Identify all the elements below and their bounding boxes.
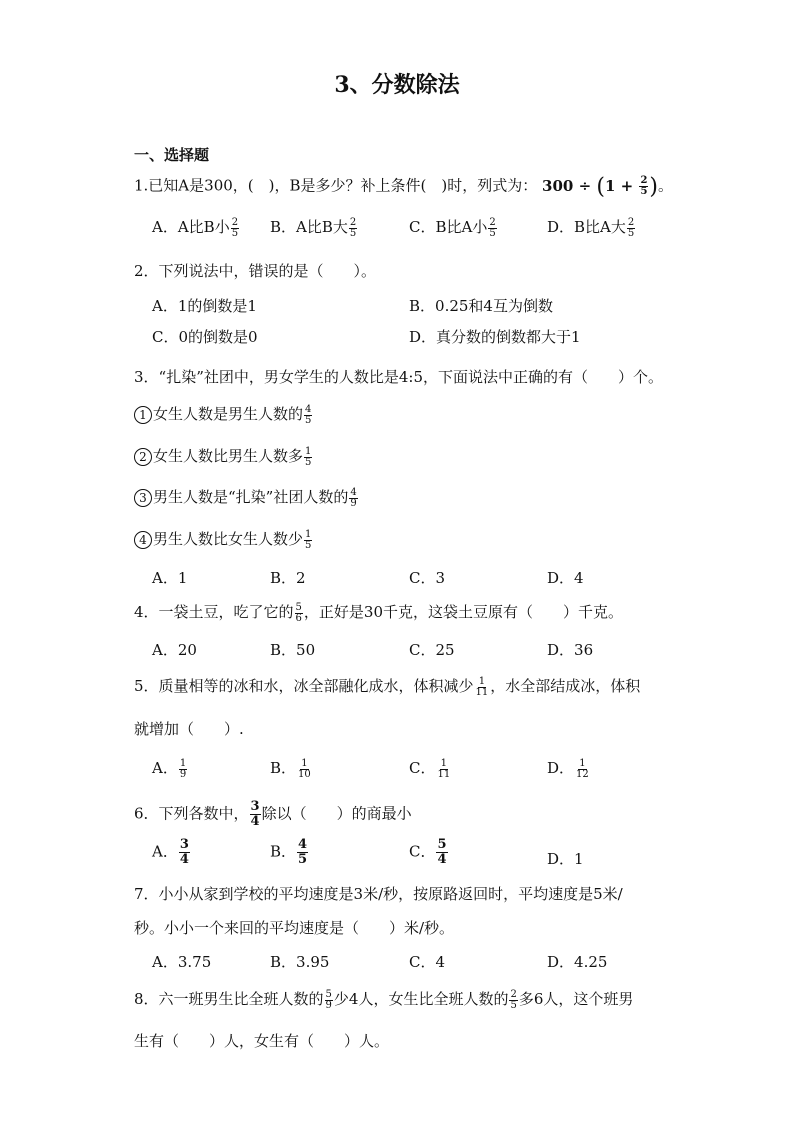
question-1: 1.已知A是300，( )，B是多少？补上条件( )时，列式为： 300 ÷ (1 + $\frac{2}{5}$ )。 (134, 174, 674, 199)
question-4: 4．一袋土豆，吃了它的 $\frac{5}{6}$ ，正好是30千克，这袋土豆原有（ ）千克。 (134, 601, 624, 624)
q1-formula-fraction: $\frac{2}{5}$ (640, 175, 648, 197)
circled-number: 1 (134, 406, 152, 424)
q2-option-b[interactable]: B．0.25和4互为倒数 (409, 297, 553, 315)
q4-option-d[interactable]: D．36 (547, 641, 594, 659)
page-title: 3、分数除法 (334, 72, 460, 98)
q1-text-c: )时，列式为： (441, 176, 538, 195)
q5-option-b[interactable]: B． $\frac{1}{10}$ (270, 757, 311, 780)
q3-statement-1: 1 女生人数是男生人数的 $\frac{4}{5}$ (134, 403, 313, 426)
q5-option-d[interactable]: D． $\frac{1}{12}$ (547, 757, 589, 780)
question-7: 7．小小从家到学校的平均速度是3米/秒，按原路返回时，平均速度是5米/ (134, 885, 623, 903)
q5-option-a[interactable]: A． $\frac{1}{9}$ (152, 757, 187, 780)
question-3: 3．“扎染”社团中，男女学生的人数比是4:5，下面说法中正确的有（ ）个。 (134, 368, 664, 386)
q2-option-c[interactable]: C．0的倒数是0 (152, 328, 258, 346)
q7-option-d[interactable]: D．4.25 (547, 953, 608, 971)
q6-option-b[interactable]: B． $\frac{4}{5}$ (270, 837, 308, 867)
q2-option-d[interactable]: D．真分数的倒数都大于1 (409, 328, 581, 346)
q4-option-c[interactable]: C．25 (409, 641, 455, 659)
q3-statement-2: 2 女生人数比男生人数多 $\frac{1}{5}$ (134, 445, 313, 468)
q7-option-c[interactable]: C．4 (409, 953, 446, 971)
circled-number: 3 (134, 489, 152, 507)
q2-option-a[interactable]: A．1的倒数是1 (152, 297, 257, 315)
question-7-cont: 秒。小小一个来回的平均速度是（ ）米/秒。 (134, 919, 455, 937)
question-8: 8．六一班男生比全班人数的 $\frac{5}{9}$ 少4人，女生比全班人数的 $\frac{2}{5}$ 多6人，这个班男 (134, 988, 634, 1011)
q7-option-a[interactable]: A．3.75 (152, 953, 212, 971)
q1-text-a: 1.已知A是300，( (134, 176, 254, 195)
q4-option-b[interactable]: B．50 (270, 641, 316, 659)
q1-text-b: )，B是多少？补上条件( (268, 176, 427, 195)
q3-option-a[interactable]: A．1 (152, 569, 188, 587)
q1-option-d[interactable]: D．B比A大 $\frac{2}{5}$ (547, 216, 635, 239)
q4-option-a[interactable]: A．20 (152, 641, 197, 659)
q7-option-b[interactable]: B．3.95 (270, 953, 330, 971)
q6-option-c[interactable]: C． $\frac{5}{4}$ (409, 837, 447, 867)
section-heading: 一、选择题 (134, 146, 210, 164)
q1-option-a[interactable]: A．A比B小 $\frac{2}{5}$ (152, 216, 239, 239)
question-8-cont: 生有（ ）人，女生有（ ）人。 (134, 1032, 390, 1050)
q3-option-d[interactable]: D．4 (547, 569, 584, 587)
q6-option-a[interactable]: A． $\frac{3}{4}$ (152, 837, 189, 867)
q1-formula-b: 1 + (604, 176, 634, 195)
q1-option-c[interactable]: C．B比A小 $\frac{2}{5}$ (409, 216, 496, 239)
q3-option-c[interactable]: C．3 (409, 569, 446, 587)
circled-number: 4 (134, 531, 152, 549)
q3-statement-3: 3 男生人数是“扎染”社团人数的 $\frac{4}{9}$ (134, 486, 359, 509)
question-6: 6．下列各数中， $\frac{3}{4}$ 除以（ ）的商最小 (134, 799, 412, 829)
q1-option-b[interactable]: B．A比B大 $\frac{2}{5}$ (270, 216, 357, 239)
question-5-cont: 就增加（ ）. (134, 720, 244, 738)
q3-option-b[interactable]: B．2 (270, 569, 306, 587)
q3-statement-4: 4 男生人数比女生人数少 $\frac{1}{5}$ (134, 528, 313, 551)
q1-formula: 300 ÷ (1 + $\frac{2}{5}$ ) (542, 174, 659, 199)
question-2: 2．下列说法中，错误的是（ ）。 (134, 262, 377, 280)
q1-formula-a: 300 ÷ (542, 176, 592, 195)
circled-number: 2 (134, 448, 152, 466)
question-5: 5．质量相等的冰和水，冰全部融化成水，体积减少 $\frac{1}{11}$ ，水全部结成冰，体积 (134, 675, 641, 698)
q6-option-d[interactable]: D．1 (547, 850, 584, 868)
q5-option-c[interactable]: C． $\frac{1}{11}$ (409, 757, 451, 780)
